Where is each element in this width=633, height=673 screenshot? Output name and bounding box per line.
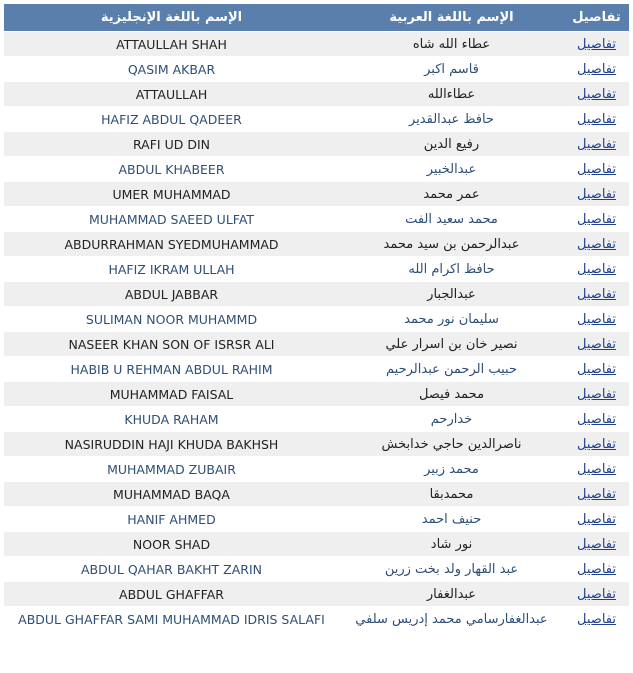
english-name-cell: ABDUL GHAFFAR SAMI MUHAMMAD IDRIS SALAFI [4, 607, 339, 631]
arabic-name-cell: محمدبقا [339, 482, 564, 506]
results-page [0, 3, 633, 673]
details-link[interactable]: تفاصيل [577, 286, 616, 302]
details-link[interactable]: تفاصيل [577, 386, 616, 402]
arabic-name-cell: عبدالغفار [339, 582, 564, 606]
arabic-name-cell: عطاء الله شاه [339, 32, 564, 56]
table-row [4, 282, 629, 306]
details-link[interactable]: تفاصيل [577, 36, 616, 52]
table-row [4, 432, 629, 456]
table-row [4, 332, 629, 356]
english-name-cell: ABDUL GHAFFAR [4, 582, 339, 606]
arabic-name-cell: عبدالجبار [339, 282, 564, 306]
table-row [4, 182, 629, 206]
details-link[interactable]: تفاصيل [577, 136, 616, 152]
table-row [4, 57, 629, 81]
details-link[interactable]: تفاصيل [577, 311, 616, 327]
table-row [4, 457, 629, 481]
details-link[interactable]: تفاصيل [577, 461, 616, 477]
english-name-cell: MUHAMMAD BAQA [4, 482, 339, 506]
table-row [4, 132, 629, 156]
arabic-name-column-header: الإسم باللغة العربية [339, 4, 564, 31]
english-name-cell: HAFIZ ABDUL QADEER [4, 107, 339, 131]
table-header [4, 4, 629, 31]
arabic-name-cell: محمد سعيد الفت [339, 207, 564, 231]
details-link[interactable]: تفاصيل [577, 261, 616, 277]
arabic-name-cell: حافظ عبدالقدير [339, 107, 564, 131]
details-cell [564, 357, 629, 381]
details-link[interactable]: تفاصيل [577, 186, 616, 202]
english-name-cell: MUHAMMAD SAEED ULFAT [4, 207, 339, 231]
details-cell [564, 207, 629, 231]
english-name-cell: NASIRUDDIN HAJI KHUDA BAKHSH [4, 432, 339, 456]
arabic-name-cell: عبدالرحمن بن سيد محمد [339, 232, 564, 256]
details-link[interactable]: تفاصيل [577, 236, 616, 252]
details-cell [564, 582, 629, 606]
details-link[interactable]: تفاصيل [577, 586, 616, 602]
details-link[interactable]: تفاصيل [577, 61, 616, 77]
details-link[interactable]: تفاصيل [577, 211, 616, 227]
english-name-cell: HAFIZ IKRAM ULLAH [4, 257, 339, 281]
arabic-name-cell: محمد زبير [339, 457, 564, 481]
arabic-name-cell: عطاءالله [339, 82, 564, 106]
table-row [4, 357, 629, 381]
details-cell [564, 307, 629, 331]
english-name-cell: ATTAULLAH SHAH [4, 32, 339, 56]
details-link[interactable]: تفاصيل [577, 561, 616, 577]
table-row [4, 207, 629, 231]
english-name-cell: MUHAMMAD FAISAL [4, 382, 339, 406]
english-name-cell: NASEER KHAN SON OF ISRSR ALI [4, 332, 339, 356]
details-cell [564, 232, 629, 256]
details-link[interactable]: تفاصيل [577, 111, 616, 127]
table-row [4, 157, 629, 181]
arabic-name-cell: حافظ اكرام الله [339, 257, 564, 281]
arabic-name-cell: محمد فيصل [339, 382, 564, 406]
table-row [4, 307, 629, 331]
details-link[interactable]: تفاصيل [577, 511, 616, 527]
table-row [4, 382, 629, 406]
details-cell [564, 82, 629, 106]
details-cell [564, 132, 629, 156]
details-link[interactable]: تفاصيل [577, 436, 616, 452]
names-table [4, 3, 629, 632]
details-cell [564, 407, 629, 431]
details-cell [564, 157, 629, 181]
details-cell [564, 432, 629, 456]
details-cell [564, 507, 629, 531]
english-name-cell: NOOR SHAD [4, 532, 339, 556]
table-row [4, 107, 629, 131]
table-row [4, 32, 629, 56]
details-link[interactable]: تفاصيل [577, 361, 616, 377]
arabic-name-cell: عبد القهار ولد بخت زرين [339, 557, 564, 581]
arabic-name-cell: عمر محمد [339, 182, 564, 206]
english-name-cell: MUHAMMAD ZUBAIR [4, 457, 339, 481]
arabic-name-cell: قاسم اكبر [339, 57, 564, 81]
details-cell [564, 557, 629, 581]
english-name-cell: HANIF AHMED [4, 507, 339, 531]
table-row [4, 507, 629, 531]
details-cell [564, 607, 629, 631]
table-row [4, 482, 629, 506]
english-name-cell: KHUDA RAHAM [4, 407, 339, 431]
arabic-name-cell: حبيب الرحمن عبدالرحيم [339, 357, 564, 381]
table-row [4, 582, 629, 606]
details-cell [564, 482, 629, 506]
details-cell [564, 282, 629, 306]
details-cell [564, 257, 629, 281]
details-link[interactable]: تفاصيل [577, 536, 616, 552]
details-cell [564, 107, 629, 131]
english-name-cell: HABIB U REHMAN ABDUL RAHIM [4, 357, 339, 381]
english-name-cell: ABDUL KHABEER [4, 157, 339, 181]
details-cell [564, 332, 629, 356]
english-name-cell: RAFI UD DIN [4, 132, 339, 156]
arabic-name-cell: نور شاد [339, 532, 564, 556]
details-cell [564, 57, 629, 81]
arabic-name-cell: نصير خان بن اسرار علي [339, 332, 564, 356]
english-name-cell: ABDURRAHMAN SYEDMUHAMMAD [4, 232, 339, 256]
english-name-cell: ATTAULLAH [4, 82, 339, 106]
arabic-name-cell: سليمان نور محمد [339, 307, 564, 331]
english-name-column-header: الإسم باللغة الإنجليزية [4, 4, 339, 31]
arabic-name-cell: عبدالخبير [339, 157, 564, 181]
details-cell [564, 32, 629, 56]
header-row [4, 4, 629, 31]
details-link[interactable]: تفاصيل [577, 411, 616, 427]
table-row [4, 232, 629, 256]
table-row [4, 82, 629, 106]
arabic-name-cell: عبدالغفارسامي محمد إدريس سلفي [339, 607, 564, 631]
details-link[interactable]: تفاصيل [577, 336, 616, 352]
details-link[interactable]: تفاصيل [577, 86, 616, 102]
table-row [4, 532, 629, 556]
arabic-name-cell: ناصرالدين حاجي خدابخش [339, 432, 564, 456]
english-name-cell: ABDUL JABBAR [4, 282, 339, 306]
table-row [4, 407, 629, 431]
details-column-header: تفاصيل [564, 4, 629, 31]
details-cell [564, 457, 629, 481]
english-name-cell: UMER MUHAMMAD [4, 182, 339, 206]
table-row [4, 607, 629, 631]
table-row [4, 557, 629, 581]
details-link[interactable]: تفاصيل [577, 486, 616, 502]
arabic-name-cell: خدارحم [339, 407, 564, 431]
arabic-name-cell: حنيف احمد [339, 507, 564, 531]
details-cell [564, 532, 629, 556]
details-link[interactable]: تفاصيل [577, 611, 616, 627]
details-link[interactable]: تفاصيل [577, 161, 616, 177]
arabic-name-cell: رفيع الدين [339, 132, 564, 156]
english-name-cell: ABDUL QAHAR BAKHT ZARIN [4, 557, 339, 581]
details-cell [564, 182, 629, 206]
details-cell [564, 382, 629, 406]
english-name-cell: QASIM AKBAR [4, 57, 339, 81]
table-body [4, 32, 629, 631]
english-name-cell: SULIMAN NOOR MUHAMMD [4, 307, 339, 331]
table-row [4, 257, 629, 281]
